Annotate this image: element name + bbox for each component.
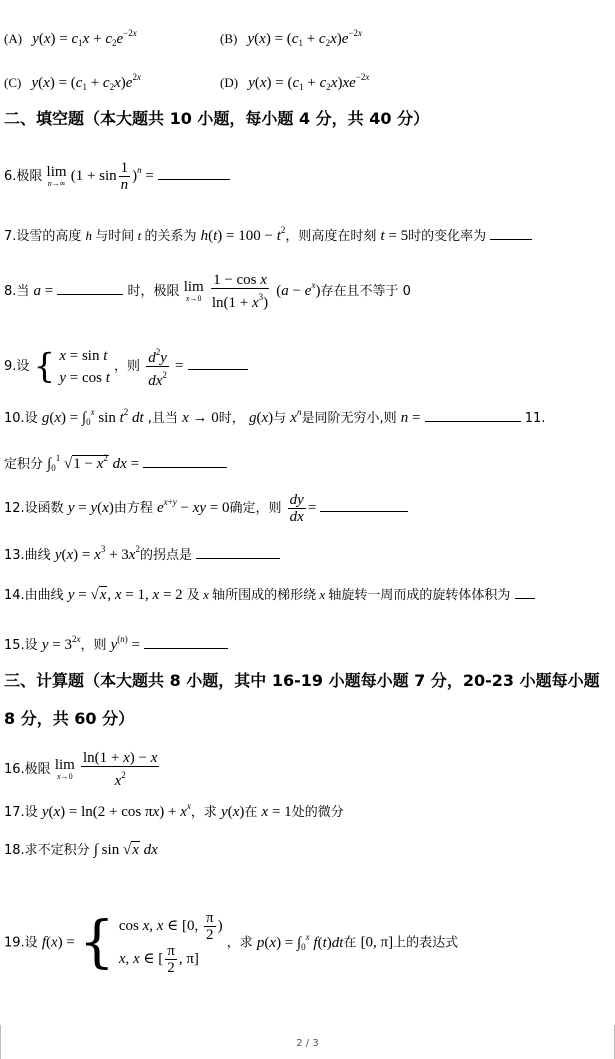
q10-mid3: 与 <box>273 411 287 426</box>
option-b <box>220 24 362 52</box>
question-12: 12.设函数 y = y(x)由方程 $e^{x+y}$ − xy = 0确定，则 $\frac{dy}{dx}$ = <box>4 492 408 525</box>
q14-suffix: 轴旋转一周而成的旋转体体积为 <box>328 588 511 603</box>
question-7: 7.设雪的高度 h 与时间 t 的关系为 $h(t) = 100 - t^2$，则高度在时刻 t = 5时的变化率为 <box>4 221 532 246</box>
q12-prefix: 12.设函数 <box>4 501 64 516</box>
q6-prefix: 6.极限 <box>4 169 43 184</box>
q14-mid2: 轴所围成的梯形绕 <box>212 588 317 603</box>
question-17: 17.设 $y(x) = \ln(2 + \cos \pi x) + x^x$，求 y(x)在 x = 1处的微分 <box>4 801 344 820</box>
q6-answer-blank[interactable] <box>158 167 230 180</box>
q8-answer-blank[interactable] <box>57 282 123 295</box>
section-3-heading-line2: 8 分，共 60 分） <box>4 709 135 728</box>
option-c <box>4 68 141 96</box>
q10-tail: 11. <box>524 411 546 426</box>
q11-answer-blank[interactable] <box>143 455 227 468</box>
option-c-label: (C) <box>4 75 22 90</box>
q12-mid: 由方程 <box>113 501 153 516</box>
q7-mid1: 与时间 <box>95 229 135 244</box>
option-a <box>4 24 137 52</box>
q7-answer-blank[interactable] <box>490 227 532 240</box>
question-6: 6.极限 lim n→∞ (1 + sin $\frac{1}{n}$ )$^n$ = <box>4 160 230 193</box>
option-c-formula: $y(x) = (c_1 + c_2x)e^{2x}$ <box>31 72 141 92</box>
section-2-heading: 二、填空题（本大题共 10 小题，每小题 4 分，共 40 分） <box>4 109 430 128</box>
q8-suffix: 存在且不等于 0 <box>320 284 411 299</box>
question-19: 19.设 f(x) = { cos x, x ∈ [0, $\frac{\pi}{2}$ ) x, x ∈ [ $\frac{\pi}{2}$ , π] ，求 $p(x) = \int_0^x$ f(t)dt在 [0, π]上的表达式 <box>4 910 459 976</box>
question-18: 18.求不定积分 ∫ sin √x dx <box>4 842 158 858</box>
section-3-heading-line1: 三、计算题（本大题共 8 小题，其中 16-19 小题每小题 7 分，20-23 小题每小题 <box>4 671 600 690</box>
q7-mid3: ，则高度在时刻 <box>285 229 377 244</box>
q14-answer-blank[interactable] <box>515 586 535 599</box>
question-14: 14.由曲线 y = √x, x = 1, x = 2 及 x 轴所围成的梯形绕 x 轴旋转一周而成的旋转体体积为 <box>4 586 535 605</box>
q15-answer-blank[interactable] <box>144 636 228 649</box>
option-d-label: (D) <box>220 75 239 90</box>
q10-prefix: 10.设 <box>4 411 38 426</box>
q15-prefix: 15.设 <box>4 638 38 653</box>
q10-answer-blank[interactable] <box>425 409 521 422</box>
q10-mid1: ,且当 <box>147 411 178 426</box>
q9-prefix: 9.设 <box>4 359 30 374</box>
q8-mid1: 时，极限 <box>127 284 180 299</box>
q8-limit: lim x→0 <box>183 279 204 303</box>
q11-prefix: 定积分 <box>4 457 44 472</box>
q13-prefix: 13.曲线 <box>4 548 51 563</box>
q13-answer-blank[interactable] <box>196 546 280 559</box>
q12-answer-blank[interactable] <box>320 499 408 512</box>
question-15: 15.设 $y = 3^{2x}$，则 $y^{(n)}$ = <box>4 630 228 655</box>
q9-param-system: x = sin t y = cos t <box>59 347 110 386</box>
q10-mid2: 时， <box>218 411 245 426</box>
q16-prefix: 16.极限 <box>4 762 51 777</box>
q9-answer-blank[interactable] <box>188 357 248 370</box>
question-13: 13.曲线 $y(x) = x^3 + 3x^2$的拐点是 <box>4 540 280 565</box>
q15-mid: ，则 <box>80 638 107 653</box>
q17-prefix: 17.设 <box>4 805 38 820</box>
option-d-formula: $y(x) = (c_1 + c_2x)xe^{-2x}$ <box>248 72 370 92</box>
option-d <box>220 68 369 96</box>
option-b-formula: $y(x) = (c_1 + c_2x)e^{-2x}$ <box>247 28 363 48</box>
q13-suffix: 的拐点是 <box>139 548 192 563</box>
question-8: 8.当 a = 时，极限 lim x→0 $\frac{\text{1 − cos x}}{\ln(1 + x^3)}$ $(a - e^x)$存在且不等于 0 <box>4 272 411 311</box>
q19-prefix: 19.设 <box>4 935 38 951</box>
q19-suffix: 上的表达式 <box>393 935 459 951</box>
q16-limit: lim x→0 <box>54 757 75 781</box>
option-b-label: (B) <box>220 31 238 46</box>
q9-mid: ，则 <box>114 359 141 374</box>
question-16: 16.极限 lim x→0 $\frac{\ln(1 + x) - x}{x^2}$ <box>4 750 158 789</box>
question-9: 9.设 { x = sin t y = cos t ，则 $\frac{d^2y}{dx^2}$ = <box>4 344 248 389</box>
q14-mid1: 及 <box>186 588 200 603</box>
q6-limit: lim n→∞ <box>46 164 67 188</box>
q17-mid2: 在 <box>244 805 258 820</box>
q7-mid2: 的关系为 <box>144 229 197 244</box>
question-11: 定积分 $\int_0^1$ $√1 - x^2$ dx = <box>4 449 227 477</box>
q19-mid: ，求 <box>226 935 253 951</box>
q8-prefix: 8.当 <box>4 284 30 299</box>
q19-mid2: 在 <box>343 935 357 951</box>
page-indicator: 2 / 3 <box>296 1038 319 1049</box>
q7-prefix: 7.设雪的高度 <box>4 229 82 244</box>
q7-suffix: 时的变化率为 <box>408 229 487 244</box>
q10-mid4: 是同阶无穷小,则 <box>301 411 397 426</box>
q18-prefix: 18.求不定积分 <box>4 843 90 858</box>
q17-mid: ，求 <box>190 805 217 820</box>
q12-suffix: 确定，则 <box>229 501 282 516</box>
q14-prefix: 14.由曲线 <box>4 588 64 603</box>
q19-piecewise: cos x, x ∈ [0, $\frac{\pi}{2}$ ) x, x ∈ [ $\frac{\pi}{2}$ , π] <box>118 910 223 976</box>
option-a-label: (A) <box>4 31 23 46</box>
q17-suffix: 处的微分 <box>291 805 344 820</box>
option-a-formula: $y(x) = c_1x + c_2e^{-2x}$ <box>32 28 137 48</box>
question-10: 10.设 $g(x) = \int_0^x$ $\sin t^2$ dt ,且当 x → 0时， g(x)与 $x^n$是同阶无穷小,则 n = 11. <box>4 407 546 427</box>
